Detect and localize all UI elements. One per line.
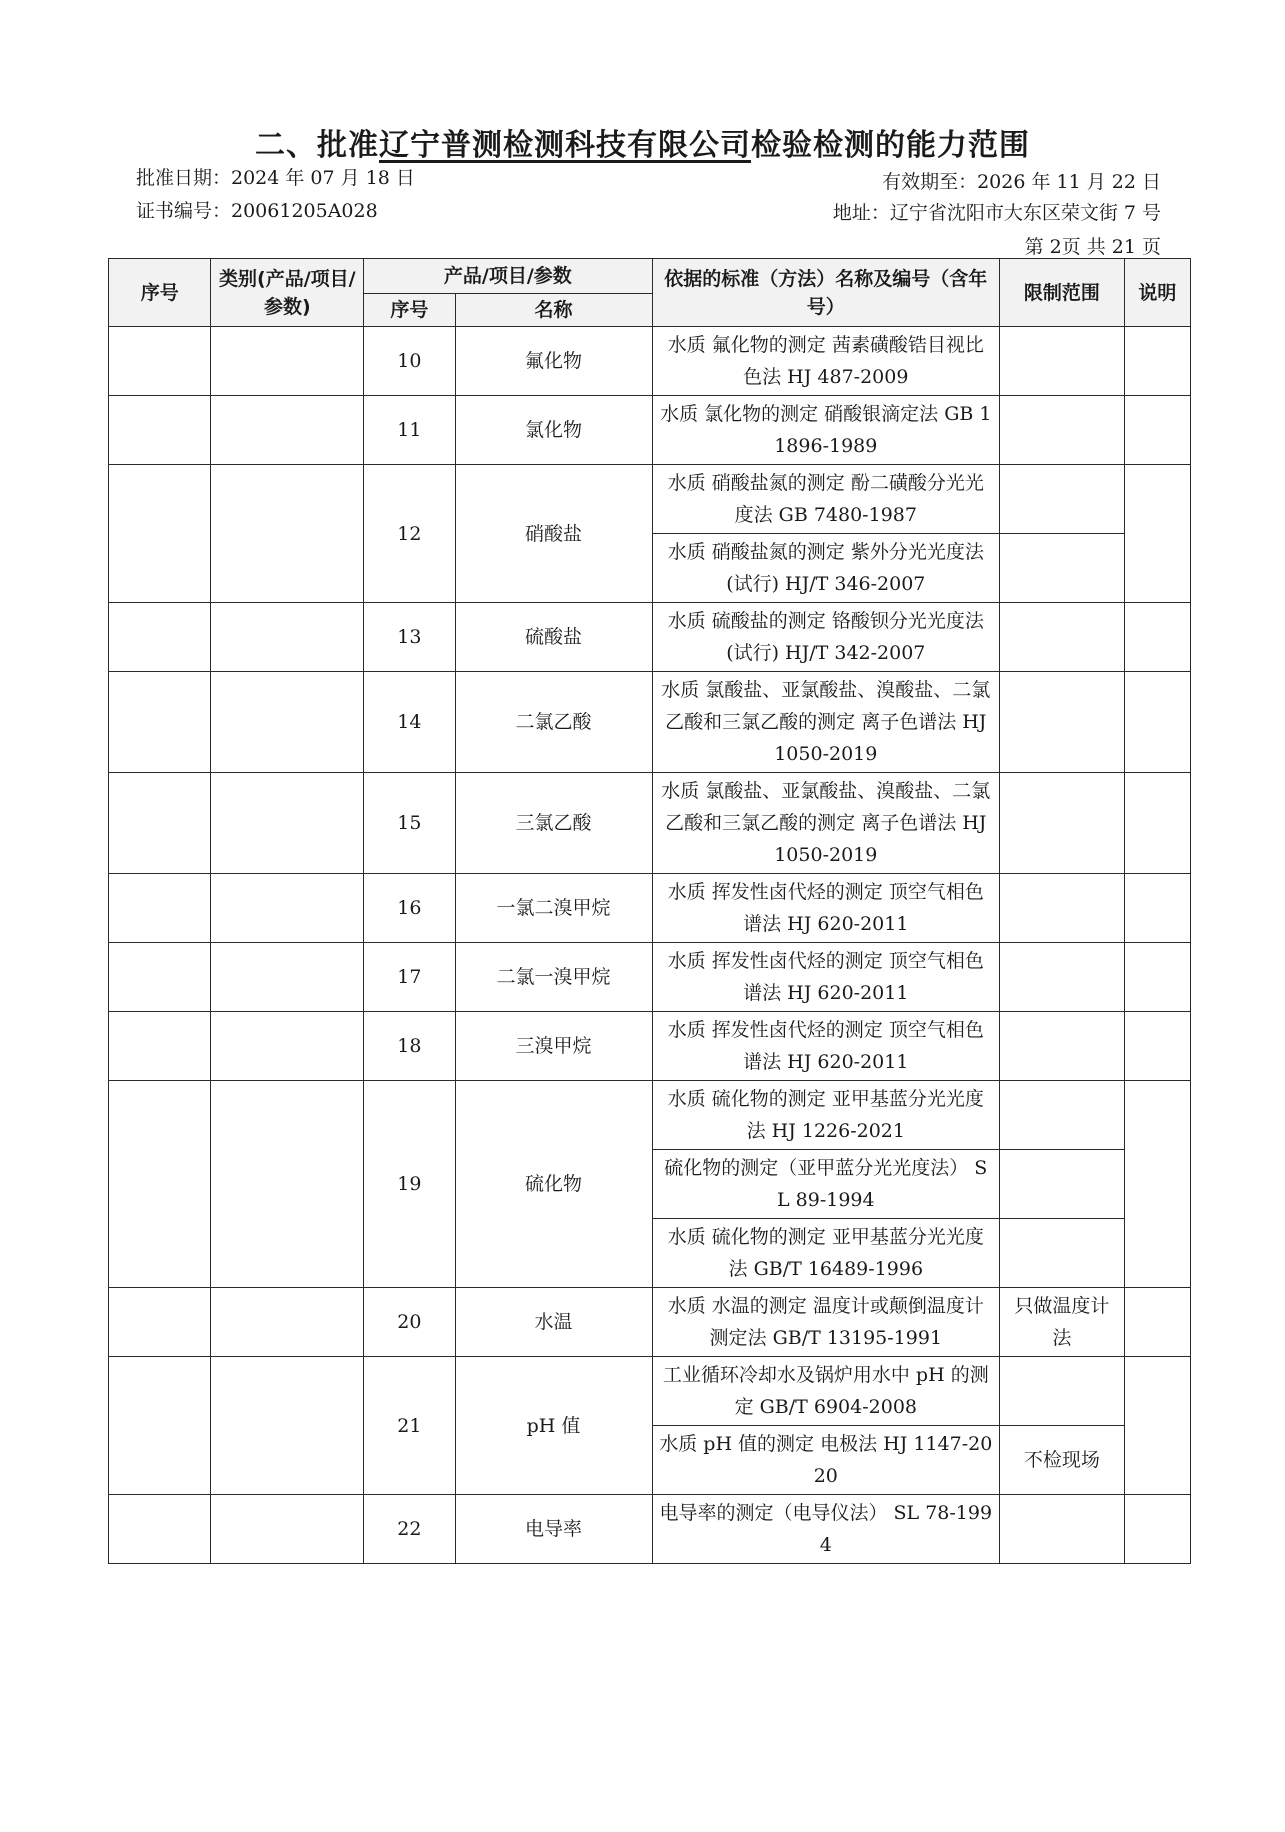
cell-standard: 硫化物的测定（亚甲蓝分光光度法） SL 89-1994	[652, 1150, 1000, 1219]
cell-seq	[109, 943, 211, 1012]
cell-seq	[109, 603, 211, 672]
cell-note	[1124, 603, 1190, 672]
cell-standard: 工业循环冷却水及锅炉用水中 pH 的测定 GB/T 6904-2008	[652, 1357, 1000, 1426]
cell-note	[1124, 1012, 1190, 1081]
cell-limit	[1000, 465, 1125, 534]
cell-standard: 水质 硫酸盐的测定 铬酸钡分光光度法(试行) HJ/T 342-2007	[652, 603, 1000, 672]
cell-limit	[1000, 327, 1125, 396]
cell-standard: 水质 硫化物的测定 亚甲基蓝分光光度法 HJ 1226-2021	[652, 1081, 1000, 1150]
cell-limit: 不检现场	[1000, 1426, 1125, 1495]
cell-item-no: 21	[364, 1357, 455, 1495]
table-row	[109, 1288, 1191, 1357]
cell-standard: 水质 氟化物的测定 茜素磺酸锆目视比色法 HJ 487-2009	[652, 327, 1000, 396]
cell-item-name: 氯化物	[455, 396, 652, 465]
cell-limit: 只做温度计法	[1000, 1288, 1125, 1357]
cell-category	[211, 465, 364, 603]
table-row	[109, 773, 1191, 874]
cell-note	[1124, 874, 1190, 943]
cell-seq	[109, 773, 211, 874]
title-company: 辽宁普测检测科技有限公司	[379, 128, 751, 163]
title-prefix: 二、批准	[255, 128, 379, 163]
cell-item-no: 18	[364, 1012, 455, 1081]
cell-seq	[109, 1495, 211, 1564]
cell-item-name: 二氯乙酸	[455, 672, 652, 773]
cell-standard: 水质 硝酸盐氮的测定 酚二磺酸分光光度法 GB 7480-1987	[652, 465, 1000, 534]
approval-date: 批准日期：2024 年 07 月 18 日	[136, 167, 415, 189]
cell-category	[211, 773, 364, 874]
table-row	[109, 1012, 1191, 1081]
cell-category	[211, 1357, 364, 1495]
cell-item-no: 22	[364, 1495, 455, 1564]
cell-seq	[109, 874, 211, 943]
cell-item-no: 19	[364, 1081, 455, 1288]
cell-item-no: 12	[364, 465, 455, 603]
cell-item-name: 三溴甲烷	[455, 1012, 652, 1081]
cell-standard: 水质 挥发性卤代烃的测定 顶空气相色谱法 HJ 620-2011	[652, 1012, 1000, 1081]
cell-limit	[1000, 773, 1125, 874]
page-info: 第 2页 共 21 页	[1024, 236, 1161, 258]
table-header	[109, 259, 1191, 327]
header-product-group: 产品/项目/参数	[364, 259, 652, 294]
cell-limit	[1000, 943, 1125, 1012]
header-note: 说明	[1124, 259, 1190, 327]
cell-category	[211, 1288, 364, 1357]
cell-limit	[1000, 874, 1125, 943]
cell-category	[211, 1495, 364, 1564]
header-sub-seq: 序号	[364, 294, 455, 327]
header-seq: 序号	[109, 259, 211, 327]
cell-item-name: 二氯一溴甲烷	[455, 943, 652, 1012]
cell-item-no: 13	[364, 603, 455, 672]
header-standard: 依据的标准（方法）名称及编号（含年号）	[652, 259, 1000, 327]
cell-item-no: 16	[364, 874, 455, 943]
cell-standard: 水质 氯酸盐、亚氯酸盐、溴酸盐、二氯乙酸和三氯乙酸的测定 离子色谱法 HJ 1050-2019	[652, 672, 1000, 773]
cell-category	[211, 672, 364, 773]
title-suffix: 检验检测的能力范围	[751, 128, 1030, 163]
cell-item-name: 硫化物	[455, 1081, 652, 1288]
cell-standard: 电导率的测定（电导仪法） SL 78-1994	[652, 1495, 1000, 1564]
cell-seq	[109, 1357, 211, 1495]
cell-standard: 水质 挥发性卤代烃的测定 顶空气相色谱法 HJ 620-2011	[652, 943, 1000, 1012]
cell-seq	[109, 396, 211, 465]
table-body	[109, 327, 1191, 1564]
table-row	[109, 943, 1191, 1012]
cell-note	[1124, 396, 1190, 465]
cell-seq	[109, 1081, 211, 1288]
cell-category	[211, 396, 364, 465]
cell-item-name: 硝酸盐	[455, 465, 652, 603]
cell-category	[211, 603, 364, 672]
cell-limit	[1000, 1012, 1125, 1081]
cell-note	[1124, 1357, 1190, 1495]
cell-category	[211, 943, 364, 1012]
cell-seq	[109, 465, 211, 603]
cell-item-no: 15	[364, 773, 455, 874]
cell-seq	[109, 1288, 211, 1357]
table-row	[109, 465, 1191, 534]
cell-item-name: pH 值	[455, 1357, 652, 1495]
cell-limit	[1000, 1150, 1125, 1219]
cell-limit	[1000, 603, 1125, 672]
cell-note	[1124, 773, 1190, 874]
cell-note	[1124, 1288, 1190, 1357]
table-row	[109, 327, 1191, 396]
cell-limit	[1000, 1081, 1125, 1150]
cell-note	[1124, 1495, 1190, 1564]
cell-standard: 水质 氯化物的测定 硝酸银滴定法 GB 11896-1989	[652, 396, 1000, 465]
cell-category	[211, 1012, 364, 1081]
capability-table	[108, 258, 1191, 1564]
cell-standard: 水质 硝酸盐氮的测定 紫外分光光度法(试行) HJ/T 346-2007	[652, 534, 1000, 603]
cell-item-no: 14	[364, 672, 455, 773]
cell-limit	[1000, 672, 1125, 773]
cell-limit	[1000, 1495, 1125, 1564]
cell-item-name: 水温	[455, 1288, 652, 1357]
cell-note	[1124, 1081, 1190, 1288]
cell-note	[1124, 465, 1190, 603]
address: 地址：辽宁省沈阳市大东区荣文街 7 号	[832, 202, 1161, 224]
cell-seq	[109, 1012, 211, 1081]
table-row	[109, 874, 1191, 943]
table-row	[109, 1081, 1191, 1150]
cell-item-no: 20	[364, 1288, 455, 1357]
header-sub-name: 名称	[455, 294, 652, 327]
cell-item-no: 11	[364, 396, 455, 465]
cell-standard: 水质 水温的测定 温度计或颠倒温度计测定法 GB/T 13195-1991	[652, 1288, 1000, 1357]
cell-limit	[1000, 534, 1125, 603]
cell-item-name: 硫酸盐	[455, 603, 652, 672]
cell-seq	[109, 672, 211, 773]
table-row	[109, 1357, 1191, 1426]
cell-item-name: 电导率	[455, 1495, 652, 1564]
header-category: 类别(产品/项目/参数)	[211, 259, 364, 327]
page-title	[0, 120, 1285, 164]
cell-note	[1124, 943, 1190, 1012]
cell-limit	[1000, 1357, 1125, 1426]
header-limit: 限制范围	[1000, 259, 1125, 327]
cell-note	[1124, 672, 1190, 773]
cell-standard: 水质 pH 值的测定 电极法 HJ 1147-2020	[652, 1426, 1000, 1495]
table-row	[109, 396, 1191, 465]
table-row	[109, 603, 1191, 672]
cell-category	[211, 1081, 364, 1288]
certificate-number: 证书编号：20061205A028	[136, 200, 378, 222]
cell-standard: 水质 硫化物的测定 亚甲基蓝分光光度法 GB/T 16489-1996	[652, 1219, 1000, 1288]
cell-limit	[1000, 396, 1125, 465]
cell-item-name: 三氯乙酸	[455, 773, 652, 874]
cell-limit	[1000, 1219, 1125, 1288]
cell-category	[211, 327, 364, 396]
cell-item-name: 氟化物	[455, 327, 652, 396]
cell-category	[211, 874, 364, 943]
cell-item-name: 一氯二溴甲烷	[455, 874, 652, 943]
cell-item-no: 10	[364, 327, 455, 396]
cell-standard: 水质 挥发性卤代烃的测定 顶空气相色谱法 HJ 620-2011	[652, 874, 1000, 943]
table-row	[109, 672, 1191, 773]
cell-standard: 水质 氯酸盐、亚氯酸盐、溴酸盐、二氯乙酸和三氯乙酸的测定 离子色谱法 HJ 1050-2019	[652, 773, 1000, 874]
cell-item-no: 17	[364, 943, 455, 1012]
table-row	[109, 1495, 1191, 1564]
cell-note	[1124, 327, 1190, 396]
cell-seq	[109, 327, 211, 396]
valid-until: 有效期至：2026 年 11 月 22 日	[882, 171, 1161, 193]
